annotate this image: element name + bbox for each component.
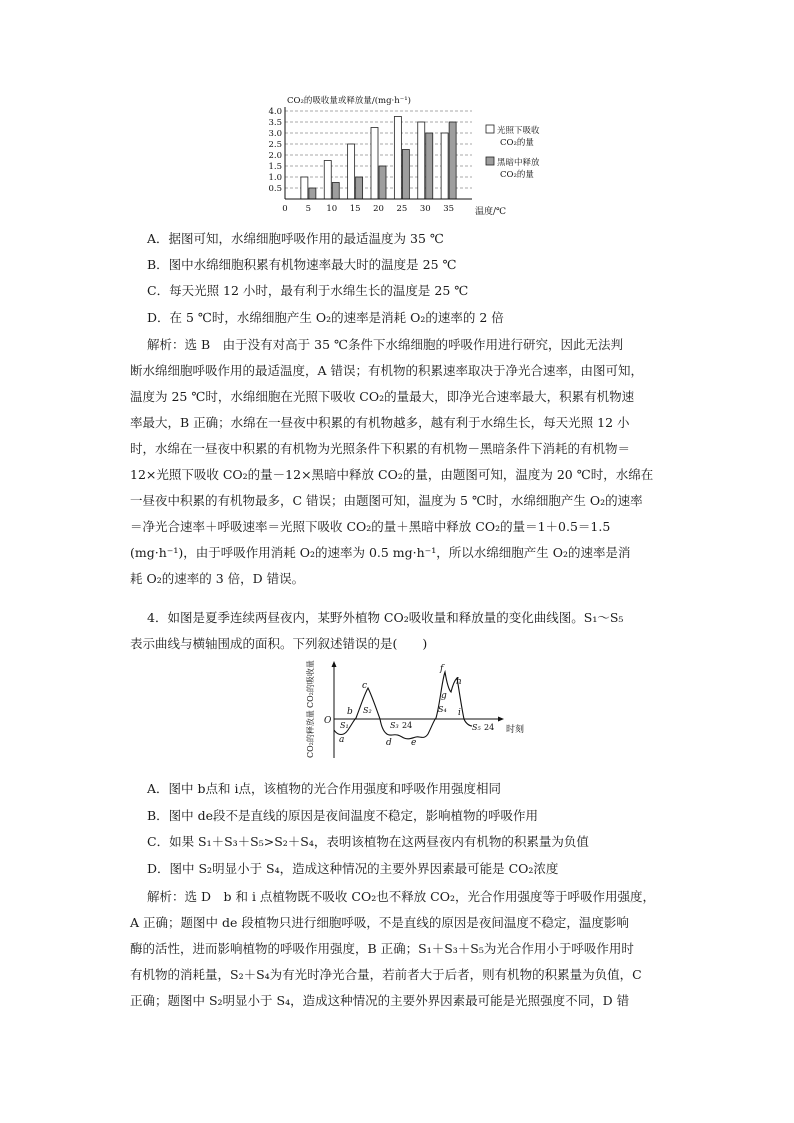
chart1-y-tick: 1.5 bbox=[268, 162, 282, 172]
chart1-x-tick: 10 bbox=[326, 204, 338, 214]
legend-label-light-1: 光照下吸收 bbox=[497, 126, 540, 136]
q4-option-d: D．图中 S₂明显小于 S₄，造成这种情况的主要外界因素最可能是 CO₂浓度 bbox=[147, 861, 559, 876]
q3-analysis-line: 温度为 25 ℃时，水绵细胞在光照下吸收 CO₂的量最大，即净光合速率最大，积累有机物速 bbox=[130, 389, 635, 404]
tick-24-first: 24 bbox=[402, 721, 413, 730]
area-s3-label: S₃ bbox=[390, 721, 399, 730]
chart1-xlabel: 温度/℃ bbox=[475, 207, 507, 217]
q3-option-c: C．每天光照 12 小时，最有利于水绵生长的温度是 25 ℃ bbox=[147, 283, 469, 298]
bar-dark-release bbox=[332, 183, 339, 200]
area-s4-label: S₄ bbox=[438, 705, 447, 714]
q3-analysis-line: 耗 O₂的速率的 3 倍，D 错误。 bbox=[130, 571, 305, 586]
bar-light-absorb bbox=[418, 122, 425, 199]
q4-option-b: B．图中 de段不是直线的原因是夜间温度不稳定，影响植物的呼吸作用 bbox=[147, 808, 539, 823]
bar-light-absorb bbox=[348, 144, 355, 199]
chart1-y-tick: 3.0 bbox=[268, 129, 282, 139]
chart1-x-tick: 15 bbox=[349, 204, 361, 214]
point-a-label: a bbox=[339, 735, 345, 745]
chart1-y-tick: 0.5 bbox=[268, 184, 282, 194]
co2-curve-figure bbox=[300, 660, 530, 760]
fig2-y-lower-label: CO₂的释放量 bbox=[306, 710, 315, 758]
chart1-ylabel: CO₂的吸收量或释放量/(mg·h⁻¹) bbox=[287, 96, 411, 106]
q3-analysis-line: 解析：选 B 由于没有对高于 35 ℃条件下水绵细胞的呼吸作用进行研究，因此无法判 bbox=[147, 337, 623, 352]
q4-option-a: A．图中 b点和 i点，该植物的光合作用强度和呼吸作用强度相同 bbox=[147, 781, 501, 796]
q3-analysis-line: 断水绵细胞呼吸作用的最适温度，A 错误；有机物的积累速率取决于净光合速率，由图可知， bbox=[130, 363, 644, 378]
chart1-x-tick: 25 bbox=[396, 204, 408, 214]
chart1-y-tick: 1.0 bbox=[268, 173, 282, 183]
chart1-x-tick: 5 bbox=[305, 204, 312, 214]
q3-analysis-line: ＝净光合速率＋呼吸速率＝光照下吸收 CO₂的量＋黑暗中释放 CO₂的量＝1＋0.5＝1.5 bbox=[130, 519, 611, 534]
point-f-label: f bbox=[440, 664, 444, 674]
q3-option-b: B．图中水绵细胞积累有机物速率最大时的温度是 25 ℃ bbox=[147, 257, 457, 272]
point-d-label: d bbox=[386, 738, 392, 748]
q4-stem-line: 4．如图是夏季连续两昼夜内，某野外植物 CO₂吸收量和释放量的变化曲线图。S₁～S₅ bbox=[147, 610, 624, 625]
q4-analysis bbox=[130, 884, 675, 1014]
point-e-label: e bbox=[411, 738, 417, 748]
q3-analysis-line: 率最大，B 正确；水绵在一昼夜中积累的有机物越多，越有利于水绵生长，每天光照 12 小 bbox=[130, 415, 630, 430]
bar-dark-release bbox=[309, 188, 316, 199]
point-c-label: c bbox=[362, 681, 368, 691]
q4-analysis-line: 有机物的消耗量，S₂＋S₄为有光时净光合量，若前者大于后者，则有机物的积累量为负值，C bbox=[130, 967, 642, 982]
chart1-y-tick: 3.5 bbox=[268, 118, 282, 128]
point-b-label: b bbox=[347, 707, 353, 717]
chart1-y-tick: 2.0 bbox=[268, 151, 282, 161]
tick-24-second: 24 bbox=[484, 723, 495, 732]
point-i-label: i bbox=[458, 708, 461, 718]
fig2-x-arrow bbox=[498, 717, 504, 722]
bar-light-absorb bbox=[301, 177, 308, 199]
q4-stem bbox=[130, 605, 675, 657]
bar-dark-release bbox=[379, 166, 386, 199]
q4-option-c: C．如果 S₁＋S₃＋S₅>S₂＋S₄，表明该植物在这两昼夜内有机物的积累量为负值 bbox=[147, 834, 589, 849]
fig2-y-arrow bbox=[332, 661, 337, 667]
chart1-x-tick: 20 bbox=[373, 204, 384, 214]
legend-label-light-2: CO₂的量 bbox=[500, 138, 534, 148]
bar-light-absorb bbox=[324, 161, 331, 200]
q4-analysis-line: 解析：选 D b 和 i 点植物既不吸收 CO₂也不释放 CO₂，光合作用强度等于呼吸作用强度， bbox=[147, 889, 656, 904]
q4-stem-line: 表示曲线与横轴围成的面积。下列叙述错误的是( ) bbox=[130, 636, 428, 651]
legend-swatch-dark bbox=[486, 157, 494, 165]
q3-option-a: A．据图可知，水绵细胞呼吸作用的最适温度为 35 ℃ bbox=[147, 231, 444, 246]
q3-analysis bbox=[130, 332, 675, 592]
fig2-x-label: 时刻 bbox=[506, 725, 525, 735]
bar-dark-release bbox=[402, 150, 409, 200]
fig2-y-upper-label: CO₂的吸收量 bbox=[306, 660, 315, 708]
legend-swatch-light bbox=[486, 125, 494, 133]
legend-label-dark-1: 黑暗中释放 bbox=[497, 158, 540, 168]
point-g-label: g bbox=[441, 691, 447, 701]
chart1-x-tick: 0 bbox=[282, 204, 288, 214]
q4-analysis-line: A 正确；题图中 de 段植物只进行细胞呼吸，不是直线的原因是夜间温度不稳定，温度影响 bbox=[130, 915, 629, 930]
legend-label-dark-2: CO₂的量 bbox=[500, 170, 534, 180]
bar-dark-release bbox=[449, 122, 456, 199]
q3-option-d: D．在 5 ℃时，水绵细胞产生 O₂的速率是消耗 O₂的速率的 2 倍 bbox=[147, 310, 504, 325]
q3-analysis-line: (mg·h⁻¹)，由于呼吸作用消耗 O₂的速率为 0.5 mg·h⁻¹，所以水绵细胞产生 O₂的速率是消 bbox=[130, 545, 631, 560]
fig2-origin-label: O bbox=[324, 716, 332, 726]
q4-analysis-line: 正确；题图中 S₂明显小于 S₄，造成这种情况的主要外界因素最可能是光照强度不同，D 错 bbox=[130, 993, 630, 1008]
area-s2-label: S₂ bbox=[363, 706, 372, 715]
chart1-x-tick: 30 bbox=[419, 204, 431, 214]
q3-analysis-line: 时，水绵在一昼夜中积累的有机物为光照条件下积累的有机物－黑暗条件下消耗的有机物＝ bbox=[130, 441, 631, 456]
area-s1-label: S₁ bbox=[340, 721, 349, 730]
co2-bar-chart bbox=[262, 93, 562, 223]
chart1-y-tick: 4.0 bbox=[268, 107, 282, 117]
bar-light-absorb bbox=[371, 128, 378, 200]
area-s5-label: S₅ bbox=[472, 723, 481, 732]
bar-light-absorb bbox=[441, 133, 448, 199]
bar-dark-release bbox=[356, 177, 363, 199]
bar-dark-release bbox=[426, 133, 433, 199]
chart1-x-tick: 35 bbox=[443, 204, 455, 214]
q3-analysis-line: 一昼夜中积累的有机物最多，C 错误；由题图可知，温度为 5 ℃时，水绵细胞产生 O₂的速率 bbox=[130, 493, 643, 508]
q4-analysis-line: 酶的活性，进而影响植物的呼吸作用强度，B 正确；S₁＋S₃＋S₅为光合作用小于呼吸作用时 bbox=[130, 941, 634, 956]
point-h-label: h bbox=[456, 677, 462, 687]
q3-analysis-line: 12×光照下吸收 CO₂的量－12×黑暗中释放 CO₂的量，由题图可知，温度为 20 ℃时，水绵在 bbox=[130, 467, 654, 482]
bar-light-absorb bbox=[394, 117, 401, 200]
chart1-y-tick: 2.5 bbox=[268, 140, 282, 150]
